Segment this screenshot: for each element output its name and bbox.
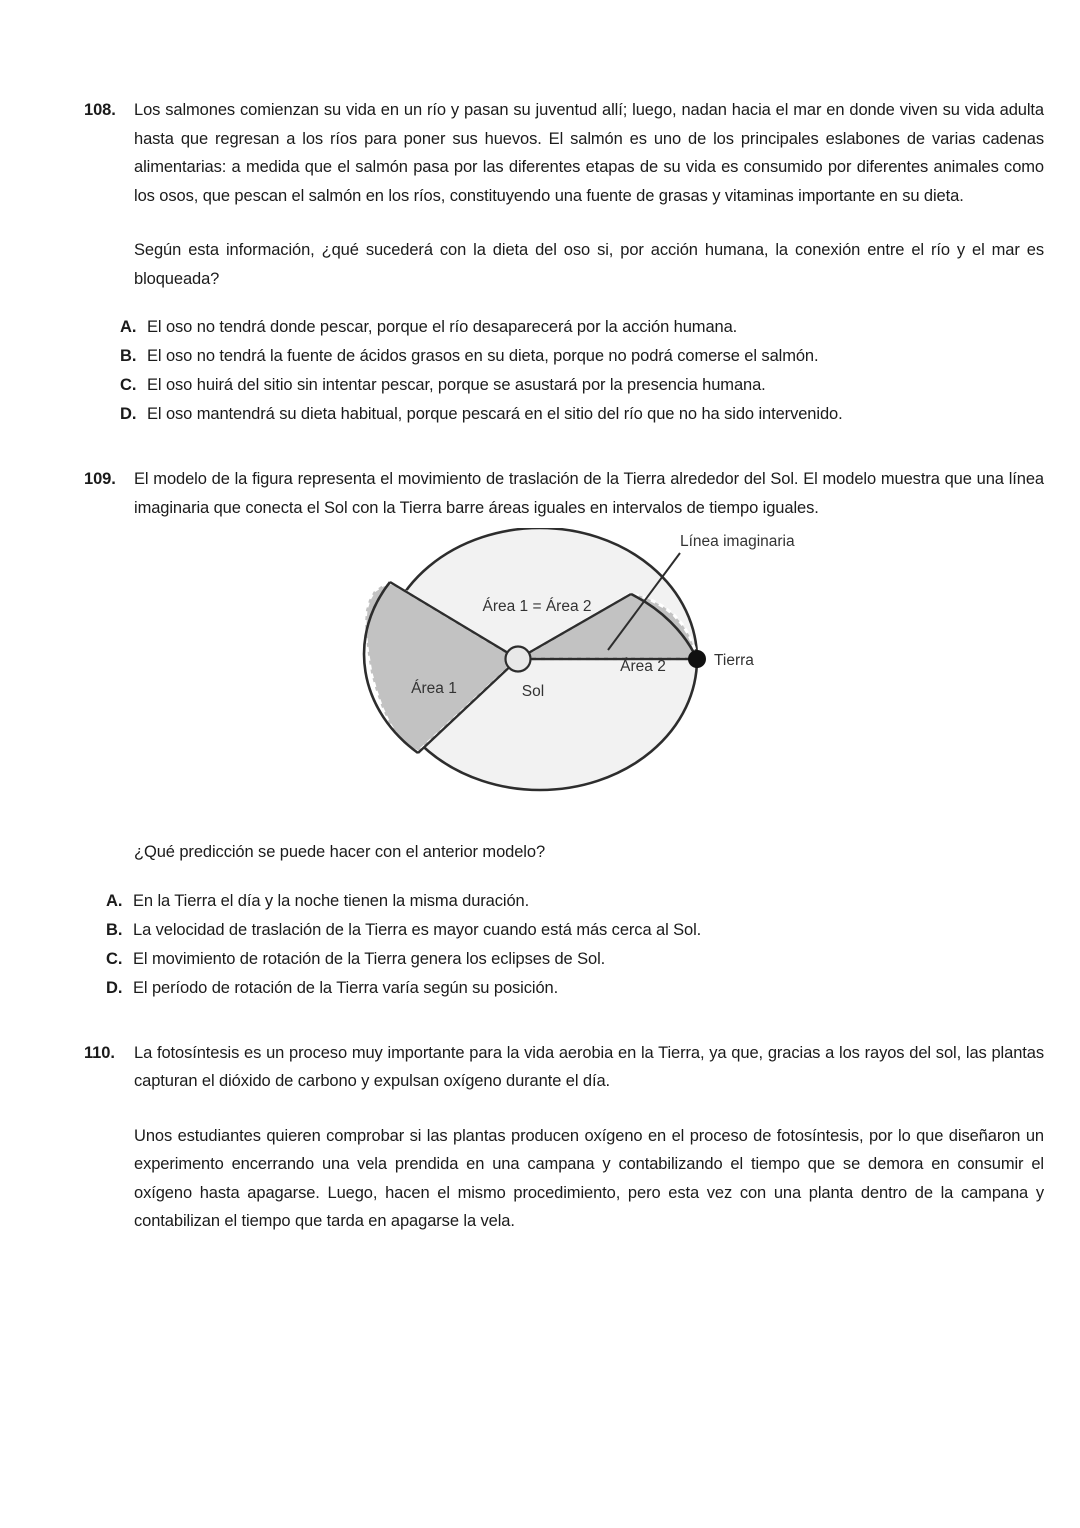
orbit-diagram-figure [84, 528, 1044, 838]
option-letter: C. [120, 376, 137, 394]
option-letter: D. [106, 978, 123, 997]
option-d[interactable] [106, 974, 1044, 1003]
label-area2: Área 2 [620, 658, 666, 675]
question-108-prompt: Según esta información, ¿qué sucederá con la dieta del oso si, por acción humana, la conexión entre el río y el mar es bloqueada? [134, 241, 1044, 288]
earth-dot [688, 650, 706, 668]
question-110-number: 110. [84, 1043, 115, 1062]
question-110-header [84, 1039, 1044, 1096]
question-110 [84, 1039, 1044, 1236]
spacer [84, 1009, 1044, 1039]
option-text: El oso no tendrá la fuente de ácidos grasos en su dieta, porque no podrá comerse el salmón. [147, 347, 819, 365]
question-108-header [84, 96, 1044, 210]
question-109-number: 109. [84, 470, 116, 488]
question-109-options [106, 887, 1044, 1003]
option-a[interactable] [106, 887, 1044, 916]
option-text: El oso mantendrá su dieta habitual, porque pescará en el sitio del río que no ha sido intervenido. [147, 405, 843, 423]
page-content [84, 96, 1044, 1242]
question-109 [84, 465, 1044, 1003]
question-108-stem: Los salmones comienzan su vida en un río y pasan su juventud allí; luego, nadan hacia el mar en donde viven su vida adulta hasta que regresan a los ríos para poner sus huevos. El salmón es uno de los principales eslabones de varias cadenas alimentarias: a medida que el salmón pasa por las diferentes etapas de su vida es consumido por diferentes animales como los osos, que pescan el salmón en los ríos, constituyendo una fuente de grasas y vitaminas importante en su dieta. [134, 101, 1044, 205]
question-110-stem: La fotosíntesis es un proceso muy importante para la vida aerobia en la Tierra, ya que, gracias a los rayos del sol, las plantas capturan el dióxido de carbono y expulsan oxígeno durante el día. [134, 1043, 1044, 1090]
option-letter: C. [106, 949, 123, 968]
option-c[interactable] [120, 371, 1044, 400]
question-108-options [120, 313, 1044, 429]
option-text: La velocidad de traslación de la Tierra es mayor cuando está más cerca al Sol. [133, 920, 702, 939]
question-108-number: 108. [84, 101, 116, 119]
spacer [84, 435, 1044, 465]
label-tierra: Tierra [714, 652, 754, 669]
sun-circle [506, 647, 531, 672]
question-110-prompt: Unos estudiantes quieren comprobar si las plantas producen oxígeno en el proceso de fotosíntesis, por lo que diseñaron un experimento encerrando una vela prendida en una campana y contabilizando el tiempo que se demora en consumir el oxígeno hasta apagarse. Luego, hacen el mismo procedimiento, pero esta vez con una planta dentro de la campana y contabilizan el tiempo que tarda en apagarse la vela. [134, 1126, 1044, 1230]
option-a[interactable] [120, 313, 1044, 342]
question-109-stem: El modelo de la figura representa el movimiento de traslación de la Tierra alrededor del Sol. El modelo muestra que una línea imaginaria que conecta el Sol con la Tierra barre áreas iguales en intervalos de tiempo iguales. [134, 470, 1044, 517]
option-b[interactable] [106, 916, 1044, 945]
question-109-header [84, 465, 1044, 522]
option-text: El oso huirá del sitio sin intentar pescar, porque se asustará por la presencia humana. [147, 376, 766, 394]
label-linea-imaginaria: Línea imaginaria [680, 533, 795, 550]
label-area1-eq-area2: Área 1 = Área 2 [482, 598, 592, 615]
option-letter: D. [120, 405, 137, 423]
option-letter: A. [106, 891, 123, 910]
option-letter: A. [120, 318, 137, 336]
spacer [84, 1096, 1044, 1122]
option-letter: B. [106, 920, 123, 939]
label-area1: Área 1 [411, 680, 457, 697]
option-b[interactable] [120, 342, 1044, 371]
label-sol: Sol [521, 683, 545, 700]
option-text: El período de rotación de la Tierra varía según su posición. [133, 978, 559, 997]
question-108 [84, 96, 1044, 429]
question-109-prompt: ¿Qué predicción se puede hacer con el anterior modelo? [134, 843, 546, 861]
option-letter: B. [120, 347, 137, 365]
option-d[interactable] [120, 400, 1044, 429]
option-text: El oso no tendrá donde pescar, porque el río desaparecerá por la acción humana. [147, 318, 738, 336]
option-text: El movimiento de rotación de la Tierra genera los eclipses de Sol. [133, 949, 606, 968]
orbit-diagram-svg [84, 528, 1044, 838]
option-c[interactable] [106, 945, 1044, 974]
option-text: En la Tierra el día y la noche tienen la misma duración. [133, 891, 530, 910]
spacer [84, 210, 1044, 236]
